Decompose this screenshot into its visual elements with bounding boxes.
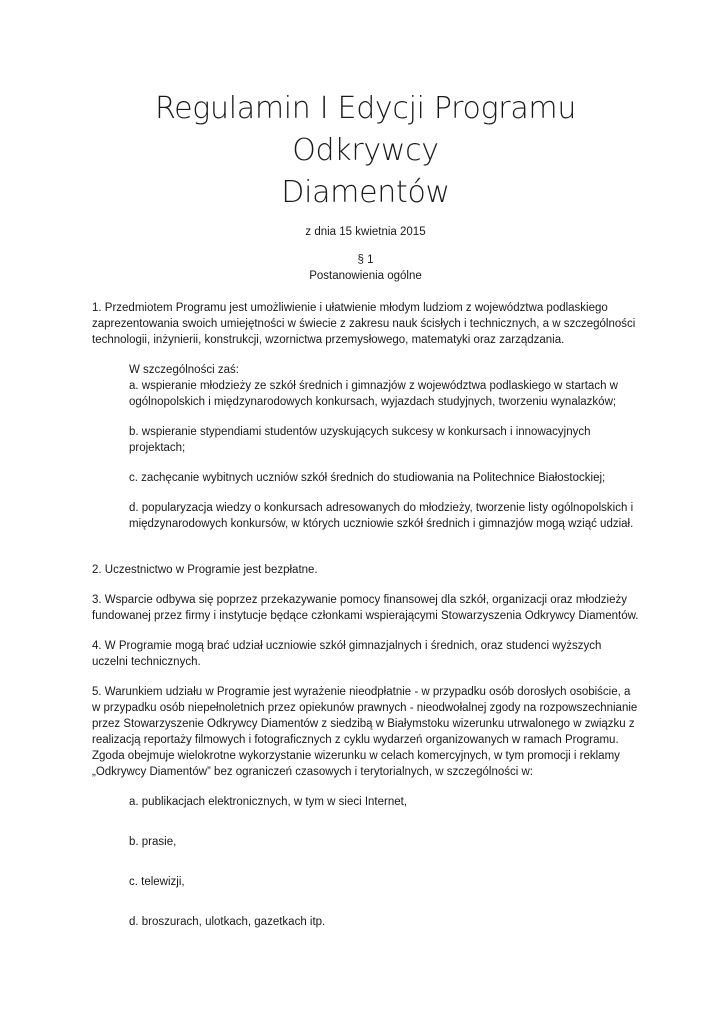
paragraph-1-item-c: c. zachęcanie wybitnych uczniów szkół średnich do studiowania na Politechnice Białostockiej; bbox=[129, 472, 606, 484]
paragraph-4: 4. W Programie mogą brać udział uczniowie szkół gimnazjalnych i średnich, oraz studenci wyższych uczelni technicznych. bbox=[92, 640, 602, 668]
paragraph-5-item-d: d. broszurach, ulotkach, gazetkach itp. bbox=[129, 916, 326, 928]
paragraph-5: 5. Warunkiem udziału w Programie jest wyrażenie nieodpłatnie - w przypadku osób dorosłych osobiście, a w przypadku osób niepełnoletnich przez opiekunów prawnych - nieodwołalnej zgody na rozpowszechnianie przez Stowarzyszenie Odkrywcy Diamentów z siedzibą w Białymstoku wizerunku utrwalonego w związku z realizacją reportaży filmowych i fotograficznych z cyklu wydarzeń organizowanych w ramach Programu. Zgoda obejmuje wielokrotne wykorzystanie wizerunku w celach komercyjnych, w tym promocji i reklamy „Odkrywcy Diamentów” bez ograniczeń czasowych i terytorialnych, w szczególności w: bbox=[92, 686, 638, 778]
paragraph-1-item-b: b. wspieranie stypendiami studentów uzyskujących sukcesy w konkursach i innowacyjnych projektach; bbox=[129, 426, 591, 454]
title-line-1: Regulamin I Edycji Programu Odkrywcy bbox=[154, 91, 577, 168]
paragraph-1-intro: W szczególności zaś: bbox=[129, 364, 239, 376]
paragraph-5-item-b: b. prasie, bbox=[129, 836, 177, 848]
paragraph-5-item-a: a. publikacjach elektronicznych, w tym w sieci Internet, bbox=[129, 796, 408, 808]
document-title bbox=[92, 88, 639, 214]
paragraph-3: 3. Wsparcie odbywa się poprzez przekazywanie pomocy finansowej dla szkół, organizacji oraz młodzieży fundowanej przez firmy i instytucje będące członkami wspierającymi Stowarzyszenia Odkrywcy Diamentów. bbox=[92, 594, 639, 622]
section-number: § 1 bbox=[357, 254, 374, 266]
paragraph-2: 2. Uczestnictwo w Programie jest bezpłatne. bbox=[92, 564, 318, 576]
section-title: Postanowienia ogólne bbox=[309, 270, 422, 282]
title-line-2: Diamentów bbox=[281, 175, 450, 210]
paragraph-1-item-a: a. wspieranie młodzieży ze szkół średnich i gimnazjów z województwa podlaskiego w startach w ogólnopolskich i międzynarodowych konkursach, wyjazdach studyjnych, tworzeniu wynalazków; bbox=[129, 380, 618, 408]
document-date: z dnia 15 kwietnia 2015 bbox=[305, 226, 426, 238]
paragraph-5-item-c: c. telewizji, bbox=[129, 876, 185, 888]
paragraph-1: 1. Przedmiotem Programu jest umożliwienie i ułatwienie młodym ludziom z województwa podlaskiego zaprezentowania swoich umiejętności w świecie z zakresu nauk ścisłych i technicznych, a w szczególności technologii, inżynierii, konstrukcji, wzornictwa przemysłowego, matematyki oraz zarządzania. bbox=[92, 302, 636, 346]
paragraph-1-item-d: d. popularyzacja wiedzy o konkursach adresowanych do młodzieży, tworzenie listy ogólnopolskich i międzynarodowych konkursów, w których uczniowie szkół średnich i gimnazjów mogą wziąć udział. bbox=[129, 502, 634, 530]
